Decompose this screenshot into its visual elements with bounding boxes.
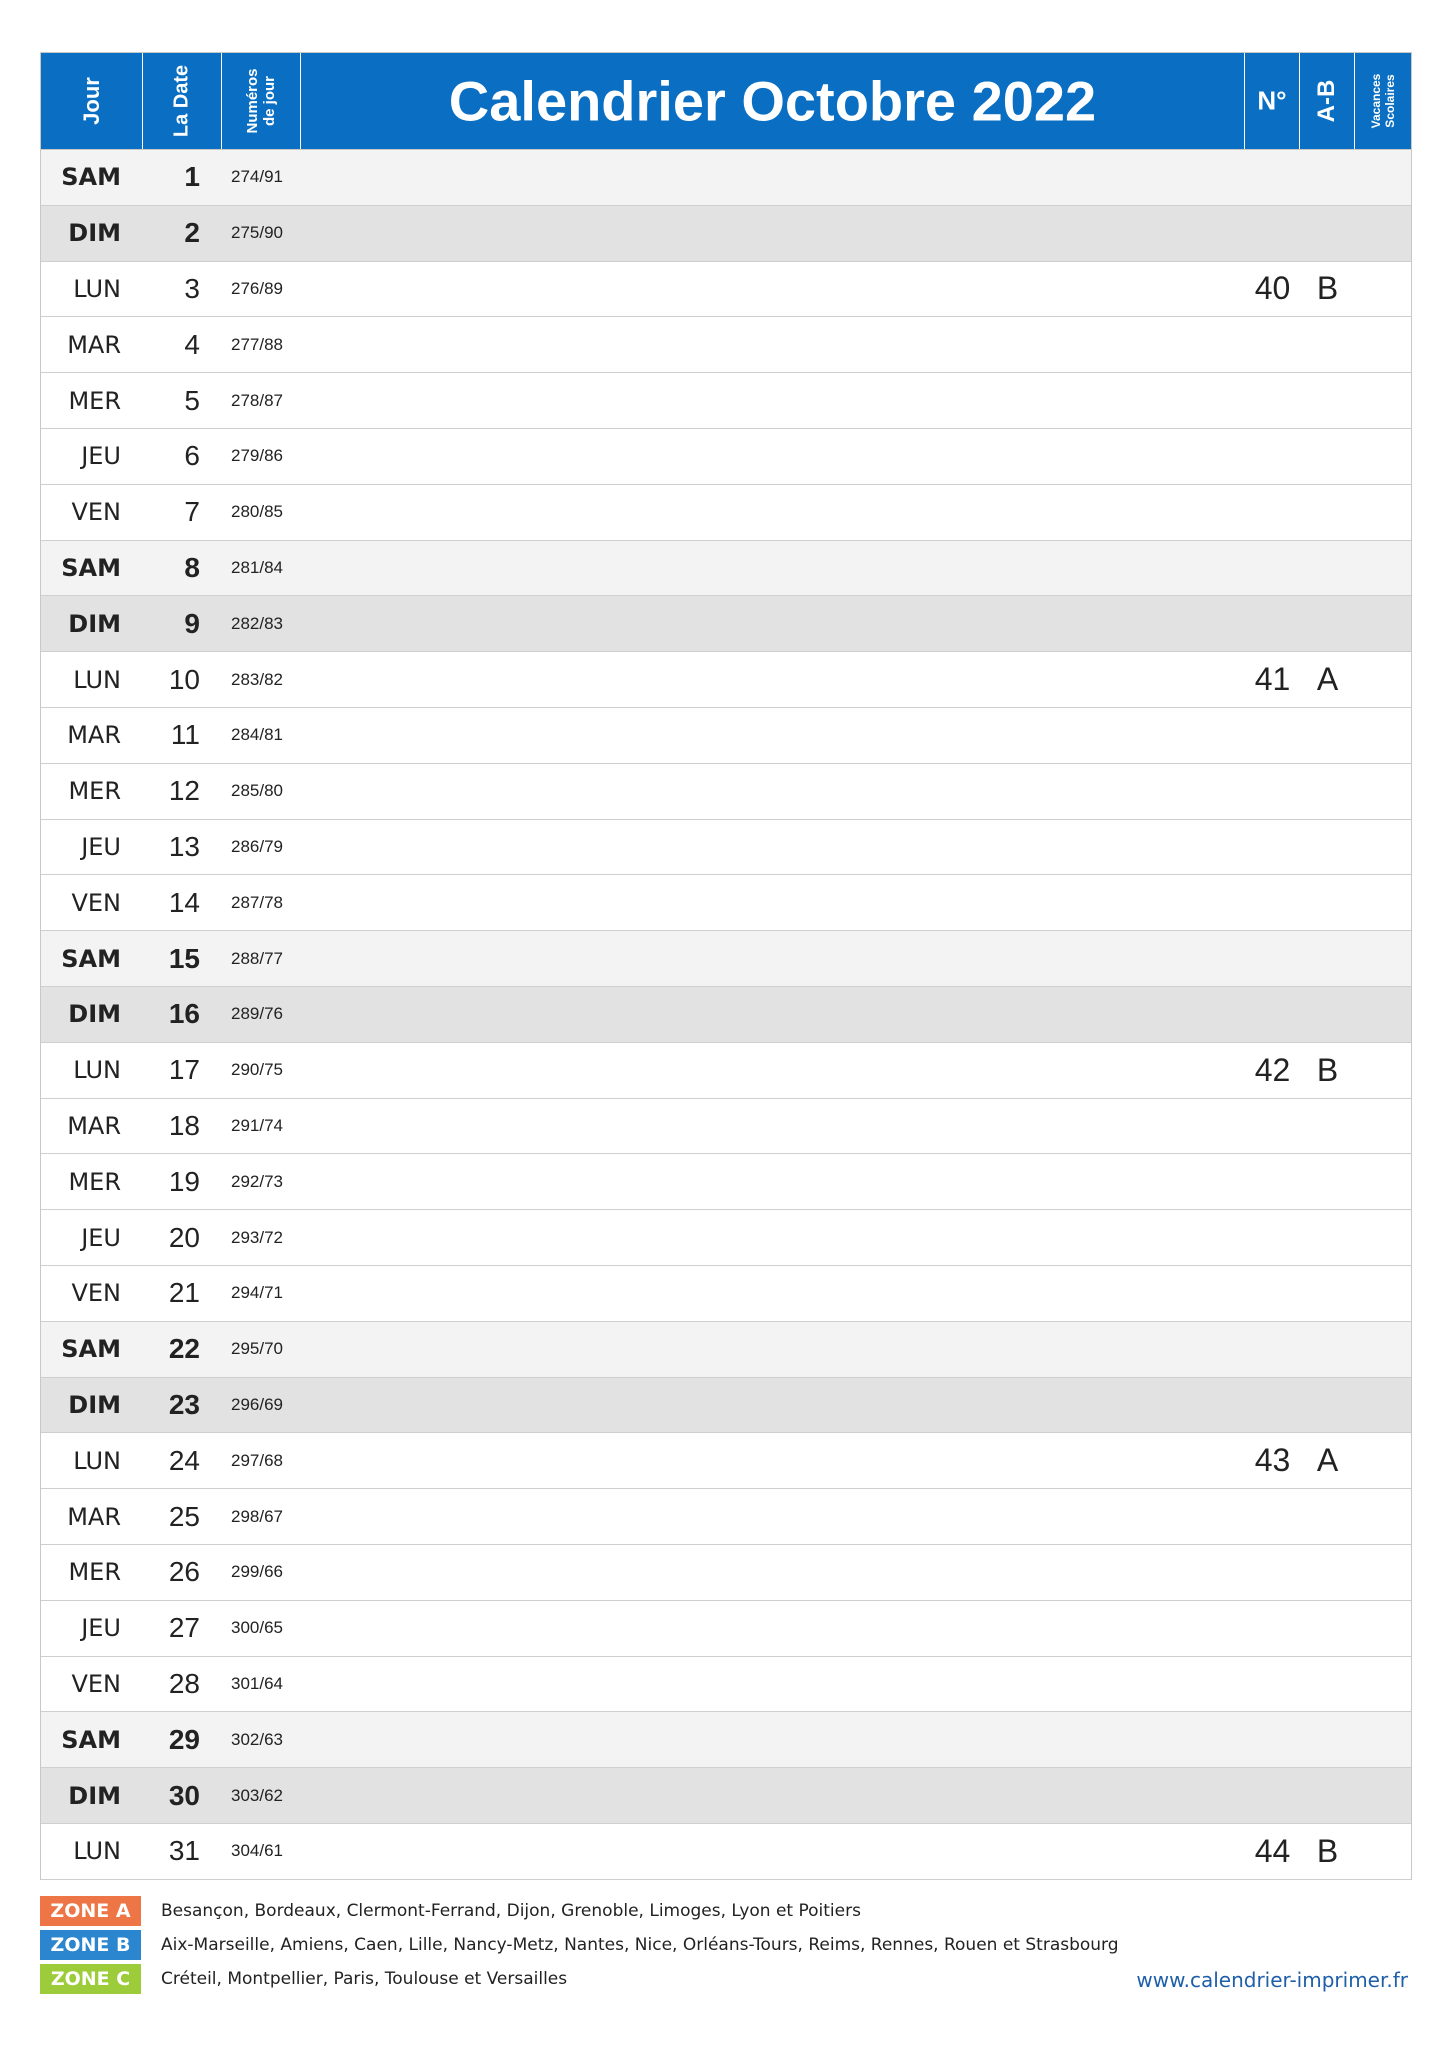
day-row [41, 1043, 1411, 1099]
day-date: 27 [168, 1612, 200, 1644]
header-numeros-label [244, 68, 278, 133]
week-ab: B [1316, 270, 1339, 307]
header-row [41, 53, 1411, 150]
day-number: 297/68 [231, 1450, 283, 1470]
day-number: 295/70 [231, 1339, 283, 1359]
day-row [41, 1824, 1411, 1880]
week-number [1245, 596, 1300, 651]
zone-a-badge: ZONE A [40, 1896, 141, 1926]
week-ab [1300, 708, 1355, 763]
day-notes [301, 652, 1245, 707]
day-number: 301/64 [231, 1673, 283, 1693]
day-notes [301, 1824, 1245, 1879]
header-ab-label: A-B [1313, 79, 1340, 123]
week-ab [1300, 1601, 1355, 1656]
zone-a-cities: Besançon, Bordeaux, Clermont-Ferrand, Dijon, Grenoble, Limoges, Lyon et Poitiers [161, 1901, 861, 1921]
vacances-cell [1355, 485, 1411, 540]
week-ab [1300, 820, 1355, 875]
day-number: 300/65 [231, 1618, 283, 1638]
day-row [41, 1545, 1411, 1601]
week-ab [1300, 1712, 1355, 1767]
day-name: MER [68, 1558, 121, 1587]
day-notes [301, 262, 1245, 317]
day-number: 280/85 [231, 502, 283, 522]
day-name: LUN [73, 1056, 121, 1085]
day-row [41, 652, 1411, 708]
day-number: 294/71 [231, 1283, 283, 1303]
vacances-cell [1355, 987, 1411, 1042]
vacances-cell [1355, 317, 1411, 372]
vacances-cell [1355, 1545, 1411, 1600]
day-row [41, 150, 1411, 206]
day-notes [301, 150, 1245, 205]
week-number [1245, 931, 1300, 986]
day-rows [41, 150, 1411, 1880]
day-row [41, 875, 1411, 931]
week-ab [1300, 875, 1355, 930]
day-name: VEN [71, 1279, 121, 1308]
day-notes [301, 875, 1245, 930]
calendar-table [40, 52, 1412, 1880]
header-numeros-line2: de jour [261, 76, 278, 127]
day-name: MER [68, 386, 121, 415]
week-ab [1300, 1266, 1355, 1321]
day-notes [301, 1489, 1245, 1544]
day-date: 25 [168, 1500, 200, 1532]
day-row [41, 1322, 1411, 1378]
day-date: 19 [168, 1165, 200, 1197]
day-row [41, 987, 1411, 1043]
day-date: 12 [168, 775, 200, 807]
day-notes [301, 1712, 1245, 1767]
day-date: 31 [168, 1835, 200, 1867]
day-row [41, 1712, 1411, 1768]
legend-zone-a [40, 1896, 861, 1926]
vacances-cell [1355, 820, 1411, 875]
day-name: VEN [71, 1669, 121, 1698]
day-notes [301, 820, 1245, 875]
day-date: 11 [170, 719, 200, 751]
day-date: 18 [168, 1109, 200, 1141]
week-number [1245, 1545, 1300, 1600]
day-date: 3 [184, 272, 200, 304]
day-notes [301, 1322, 1245, 1377]
week-number [1245, 1266, 1300, 1321]
day-date: 7 [184, 496, 200, 528]
week-number [1245, 1154, 1300, 1209]
day-date: 22 [168, 1333, 200, 1365]
day-number: 281/84 [231, 557, 283, 577]
header-jour-cell [41, 53, 143, 149]
day-date: 29 [168, 1723, 200, 1755]
day-number: 303/62 [231, 1785, 283, 1805]
day-number: 292/73 [231, 1171, 283, 1191]
day-date: 15 [168, 942, 200, 974]
day-number: 283/82 [231, 669, 283, 689]
header-vacances-line1: Vacances [1369, 73, 1383, 129]
day-row [41, 1266, 1411, 1322]
day-number: 288/77 [231, 948, 283, 968]
header-title-cell [301, 53, 1245, 149]
day-row [41, 1657, 1411, 1713]
week-number [1245, 1099, 1300, 1154]
week-number: 41 [1254, 661, 1291, 698]
day-name: LUN [73, 665, 121, 694]
day-notes [301, 596, 1245, 651]
day-row [41, 541, 1411, 597]
day-name: JEU [81, 1614, 121, 1643]
day-name: MER [68, 777, 121, 806]
day-name: SAM [61, 553, 121, 582]
day-notes [301, 1266, 1245, 1321]
week-ab [1300, 1210, 1355, 1265]
vacances-cell [1355, 708, 1411, 763]
day-name: SAM [61, 163, 121, 192]
day-row [41, 206, 1411, 262]
week-number [1245, 1768, 1300, 1823]
day-number: 296/69 [231, 1394, 283, 1414]
header-ab-cell [1300, 53, 1355, 149]
vacances-cell [1355, 875, 1411, 930]
week-number [1245, 485, 1300, 540]
day-number: 293/72 [231, 1227, 283, 1247]
vacances-cell [1355, 764, 1411, 819]
week-number [1245, 1322, 1300, 1377]
week-number [1245, 317, 1300, 372]
day-date: 16 [168, 998, 200, 1030]
vacances-cell [1355, 1210, 1411, 1265]
day-name: DIM [68, 1781, 121, 1810]
vacances-cell [1355, 1266, 1411, 1321]
day-number: 276/89 [231, 278, 283, 298]
week-number [1245, 150, 1300, 205]
week-number [1245, 1378, 1300, 1433]
header-vacances-line2: Scolaires [1383, 74, 1397, 128]
day-row [41, 1768, 1411, 1824]
week-ab [1300, 429, 1355, 484]
day-notes [301, 987, 1245, 1042]
day-date: 5 [184, 384, 200, 416]
day-number: 287/78 [231, 892, 283, 912]
week-number: 44 [1254, 1832, 1291, 1869]
vacances-cell [1355, 931, 1411, 986]
legend-zone-c [40, 1964, 567, 1994]
day-date: 6 [184, 440, 200, 472]
day-notes [301, 1433, 1245, 1488]
week-ab [1300, 1545, 1355, 1600]
day-date: 4 [184, 328, 200, 360]
day-date: 23 [168, 1388, 200, 1420]
week-ab [1300, 987, 1355, 1042]
week-ab [1300, 1154, 1355, 1209]
week-ab [1300, 764, 1355, 819]
day-name: JEU [81, 442, 121, 471]
header-numeros-cell [222, 53, 301, 149]
day-number: 274/91 [231, 167, 283, 187]
day-name: SAM [61, 944, 121, 973]
day-date: 13 [168, 830, 200, 862]
week-number: 43 [1254, 1442, 1291, 1479]
vacances-cell [1355, 1601, 1411, 1656]
day-date: 24 [168, 1444, 200, 1476]
week-ab: B [1316, 1832, 1339, 1869]
day-name: DIM [68, 1390, 121, 1419]
day-name: MAR [67, 1502, 121, 1531]
day-name: LUN [73, 1446, 121, 1475]
header-week-cell [1245, 53, 1300, 149]
day-row [41, 1601, 1411, 1657]
day-name: DIM [68, 1000, 121, 1029]
day-date: 20 [168, 1221, 200, 1253]
day-row [41, 1433, 1411, 1489]
day-number: 304/61 [231, 1841, 283, 1861]
day-row [41, 317, 1411, 373]
day-date: 10 [168, 663, 200, 695]
day-row [41, 708, 1411, 764]
day-number: 278/87 [231, 390, 283, 410]
vacances-cell [1355, 1378, 1411, 1433]
day-number: 279/86 [231, 446, 283, 466]
day-row [41, 1154, 1411, 1210]
day-date: 1 [184, 161, 200, 193]
day-date: 17 [168, 1054, 200, 1086]
day-notes [301, 429, 1245, 484]
day-notes [301, 1601, 1245, 1656]
vacances-cell [1355, 1489, 1411, 1544]
day-number: 286/79 [231, 836, 283, 856]
week-ab [1300, 1099, 1355, 1154]
week-number [1245, 1210, 1300, 1265]
day-number: 277/88 [231, 334, 283, 354]
week-number [1245, 373, 1300, 428]
vacances-cell [1355, 1433, 1411, 1488]
day-date: 2 [184, 217, 200, 249]
week-number [1245, 206, 1300, 261]
day-notes [301, 206, 1245, 261]
day-row [41, 820, 1411, 876]
week-number: 42 [1254, 1051, 1291, 1088]
week-ab [1300, 1322, 1355, 1377]
day-name: MAR [67, 1111, 121, 1140]
day-name: LUN [73, 1837, 121, 1866]
day-number: 284/81 [231, 725, 283, 745]
day-notes [301, 1378, 1245, 1433]
week-number [1245, 1489, 1300, 1544]
day-row [41, 485, 1411, 541]
day-number: 275/90 [231, 223, 283, 243]
day-name: MER [68, 1167, 121, 1196]
page-title: Calendrier Octobre 2022 [448, 69, 1097, 133]
vacances-cell [1355, 1043, 1411, 1098]
day-name: DIM [68, 219, 121, 248]
day-row [41, 764, 1411, 820]
vacances-cell [1355, 596, 1411, 651]
day-row [41, 1099, 1411, 1155]
day-row [41, 931, 1411, 987]
day-row [41, 429, 1411, 485]
zone-b-cities: Aix-Marseille, Amiens, Caen, Lille, Nancy-Metz, Nantes, Nice, Orléans-Tours, Reims, Rennes, Rouen et Strasbourg [161, 1935, 1119, 1955]
day-notes [301, 317, 1245, 372]
vacances-cell [1355, 1768, 1411, 1823]
vacances-cell [1355, 541, 1411, 596]
day-row [41, 596, 1411, 652]
day-row [41, 1378, 1411, 1434]
header-jour-label: Jour [78, 77, 104, 125]
day-notes [301, 541, 1245, 596]
week-ab [1300, 596, 1355, 651]
vacances-cell [1355, 262, 1411, 317]
day-notes [301, 1768, 1245, 1823]
week-number [1245, 1657, 1300, 1712]
header-week-label: N° [1257, 85, 1287, 116]
day-name: JEU [81, 832, 121, 861]
week-ab [1300, 206, 1355, 261]
day-row [41, 262, 1411, 318]
day-name: SAM [61, 1335, 121, 1364]
day-notes [301, 1154, 1245, 1209]
header-vacances-cell [1355, 53, 1411, 149]
week-number [1245, 820, 1300, 875]
day-name: DIM [68, 609, 121, 638]
zone-b-badge: ZONE B [40, 1930, 141, 1960]
day-date: 8 [184, 551, 200, 583]
day-row [41, 1489, 1411, 1545]
vacances-cell [1355, 1657, 1411, 1712]
day-notes [301, 373, 1245, 428]
day-notes [301, 708, 1245, 763]
day-number: 289/76 [231, 1004, 283, 1024]
zone-c-badge: ZONE C [40, 1964, 141, 1994]
day-notes [301, 1043, 1245, 1098]
week-number: 40 [1254, 270, 1291, 307]
day-name: MAR [67, 330, 121, 359]
day-name: JEU [81, 1223, 121, 1252]
day-number: 282/83 [231, 613, 283, 633]
day-number: 299/66 [231, 1562, 283, 1582]
day-date: 21 [168, 1277, 200, 1309]
week-ab [1300, 541, 1355, 596]
week-ab: B [1316, 1051, 1339, 1088]
week-ab [1300, 150, 1355, 205]
day-number: 291/74 [231, 1115, 283, 1135]
day-date: 30 [168, 1779, 200, 1811]
day-name: MAR [67, 721, 121, 750]
week-ab [1300, 931, 1355, 986]
vacances-cell [1355, 1099, 1411, 1154]
vacances-cell [1355, 373, 1411, 428]
week-ab [1300, 317, 1355, 372]
vacances-cell [1355, 1712, 1411, 1767]
legend-zone-b [40, 1930, 1119, 1960]
week-number [1245, 987, 1300, 1042]
header-date-cell [143, 53, 222, 149]
week-number [1245, 875, 1300, 930]
week-number [1245, 541, 1300, 596]
week-number [1245, 764, 1300, 819]
vacances-cell [1355, 206, 1411, 261]
week-number [1245, 1712, 1300, 1767]
day-number: 290/75 [231, 1060, 283, 1080]
day-notes [301, 1099, 1245, 1154]
day-date: 14 [168, 886, 200, 918]
vacances-cell [1355, 1322, 1411, 1377]
week-ab [1300, 1657, 1355, 1712]
day-date: 28 [168, 1667, 200, 1699]
week-number [1245, 429, 1300, 484]
day-date: 26 [168, 1556, 200, 1588]
day-number: 302/63 [231, 1729, 283, 1749]
week-number [1245, 708, 1300, 763]
day-name: VEN [71, 888, 121, 917]
day-number: 285/80 [231, 781, 283, 801]
day-row [41, 373, 1411, 429]
day-name: LUN [73, 274, 121, 303]
header-date-label: La Date [170, 64, 193, 138]
week-ab [1300, 1489, 1355, 1544]
week-ab: A [1316, 661, 1339, 698]
week-ab [1300, 1768, 1355, 1823]
week-ab: A [1316, 1442, 1339, 1479]
day-name: VEN [71, 498, 121, 527]
day-notes [301, 485, 1245, 540]
day-number: 298/67 [231, 1506, 283, 1526]
week-ab [1300, 1378, 1355, 1433]
header-vacances-label [1369, 74, 1397, 129]
vacances-cell [1355, 1824, 1411, 1879]
week-number [1245, 1601, 1300, 1656]
day-name: SAM [61, 1725, 121, 1754]
day-notes [301, 1210, 1245, 1265]
day-notes [301, 1657, 1245, 1712]
zone-c-cities: Créteil, Montpellier, Paris, Toulouse et Versailles [161, 1969, 568, 1989]
week-ab [1300, 485, 1355, 540]
website-link[interactable]: www.calendrier-imprimer.fr [1136, 1968, 1408, 1992]
vacances-cell [1355, 429, 1411, 484]
vacances-cell [1355, 1154, 1411, 1209]
vacances-cell [1355, 652, 1411, 707]
week-ab [1300, 373, 1355, 428]
header-numeros-line1: Numéros [244, 68, 261, 134]
day-row [41, 1210, 1411, 1266]
day-notes [301, 931, 1245, 986]
day-notes [301, 1545, 1245, 1600]
vacances-cell [1355, 150, 1411, 205]
day-notes [301, 764, 1245, 819]
day-date: 9 [184, 607, 200, 639]
